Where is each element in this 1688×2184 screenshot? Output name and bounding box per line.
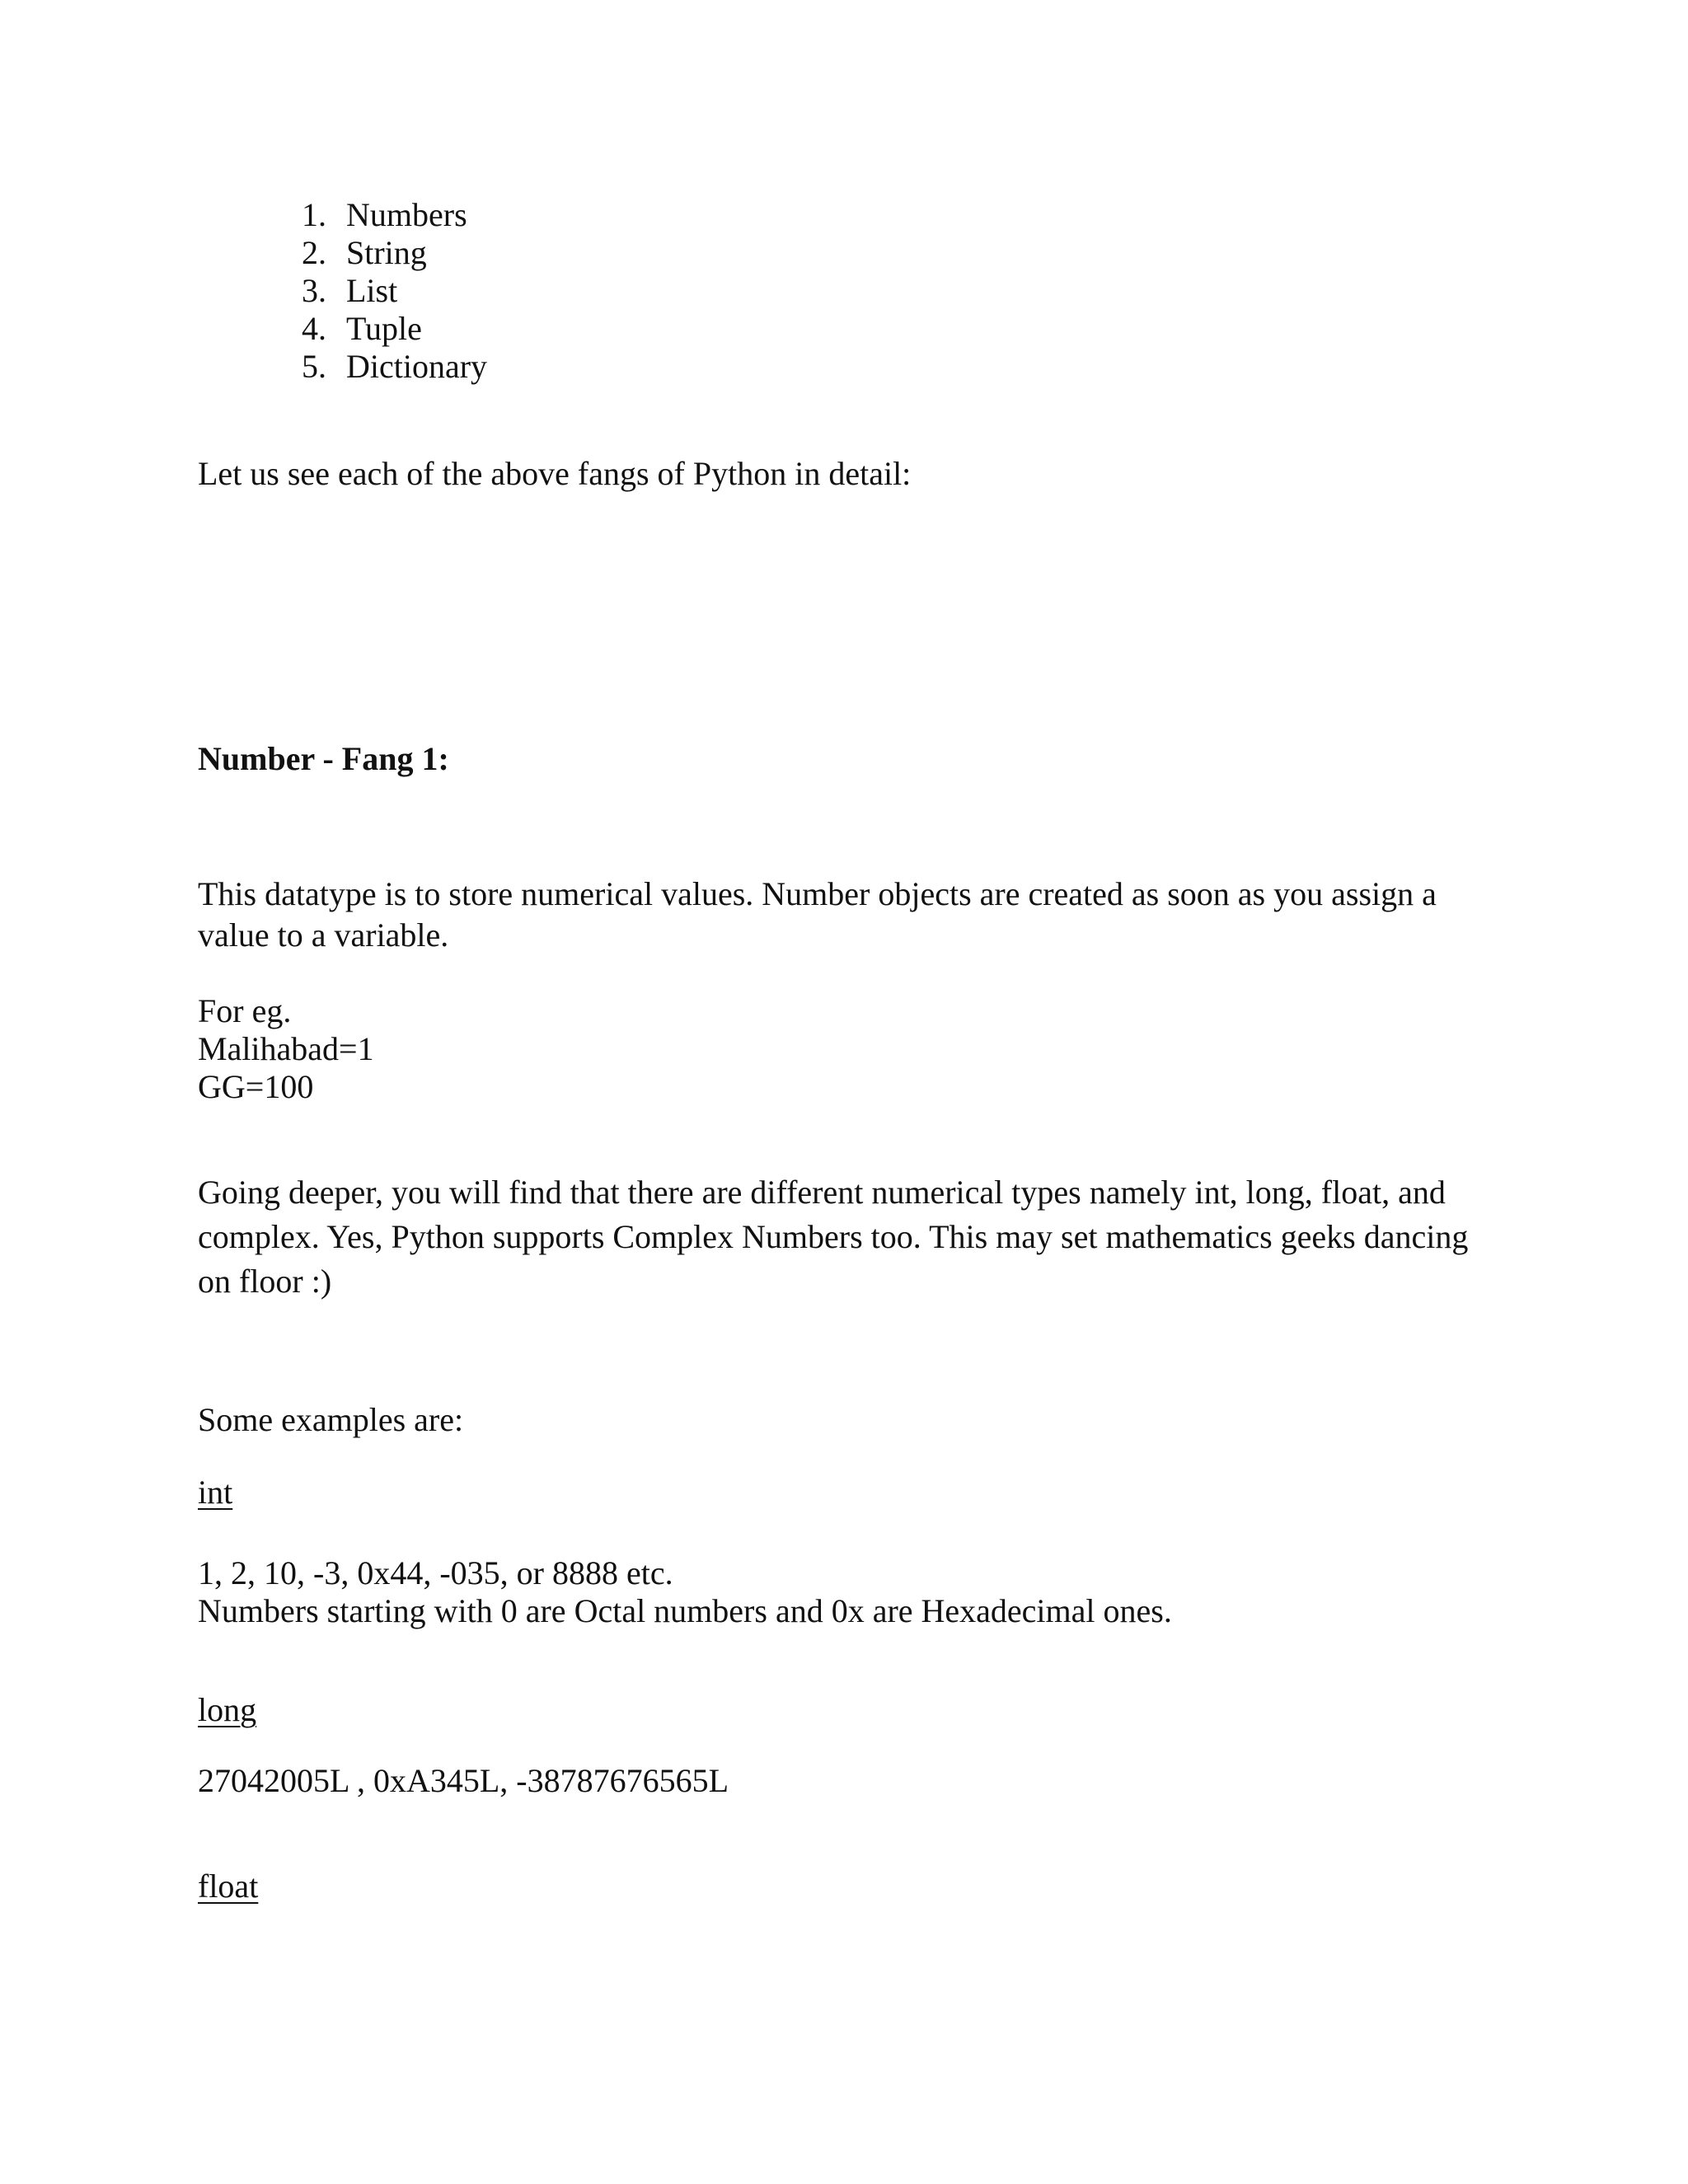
long-heading: long bbox=[198, 1691, 257, 1728]
list-item-string: String bbox=[346, 234, 427, 271]
example-line: GG=100 bbox=[198, 1068, 314, 1105]
list-number: 2. bbox=[302, 234, 326, 271]
list-item-tuple: Tuple bbox=[346, 310, 422, 347]
long-examples: 27042005L , 0xA345L, -38787676565L bbox=[198, 1762, 729, 1799]
description-line: value to a variable. bbox=[198, 916, 449, 954]
deeper-paragraph-line: complex. Yes, Python supports Complex Numbers too. This may set mathematics geeks dancing bbox=[198, 1218, 1469, 1255]
example-line: For eg. bbox=[198, 992, 292, 1029]
deeper-paragraph-line: on floor :) bbox=[198, 1263, 332, 1300]
list-item-dictionary: Dictionary bbox=[346, 348, 488, 385]
int-examples: 1, 2, 10, -3, 0x44, -035, or 8888 etc. bbox=[198, 1554, 673, 1591]
int-note: Numbers starting with 0 are Octal numbers and 0x are Hexadecimal ones. bbox=[198, 1592, 1172, 1629]
list-number: 5. bbox=[302, 348, 326, 385]
int-heading: int bbox=[198, 1474, 233, 1511]
list-number: 4. bbox=[302, 310, 326, 347]
description-line: This datatype is to store numerical values. Number objects are created as soon as you assign a bbox=[198, 875, 1437, 912]
intro-paragraph: Let us see each of the above fangs of Python in detail: bbox=[198, 455, 912, 492]
list-item-numbers: Numbers bbox=[346, 196, 467, 233]
example-line: Malihabad=1 bbox=[198, 1030, 374, 1067]
list-number: 1. bbox=[302, 196, 326, 233]
examples-intro: Some examples are: bbox=[198, 1401, 464, 1438]
float-heading: float bbox=[198, 1868, 259, 1905]
deeper-paragraph-line: Going deeper, you will find that there are different numerical types namely int, long, float, and bbox=[198, 1174, 1446, 1211]
section-heading: Number - Fang 1: bbox=[198, 740, 449, 777]
list-number: 3. bbox=[302, 272, 326, 309]
list-item-list: List bbox=[346, 272, 398, 309]
